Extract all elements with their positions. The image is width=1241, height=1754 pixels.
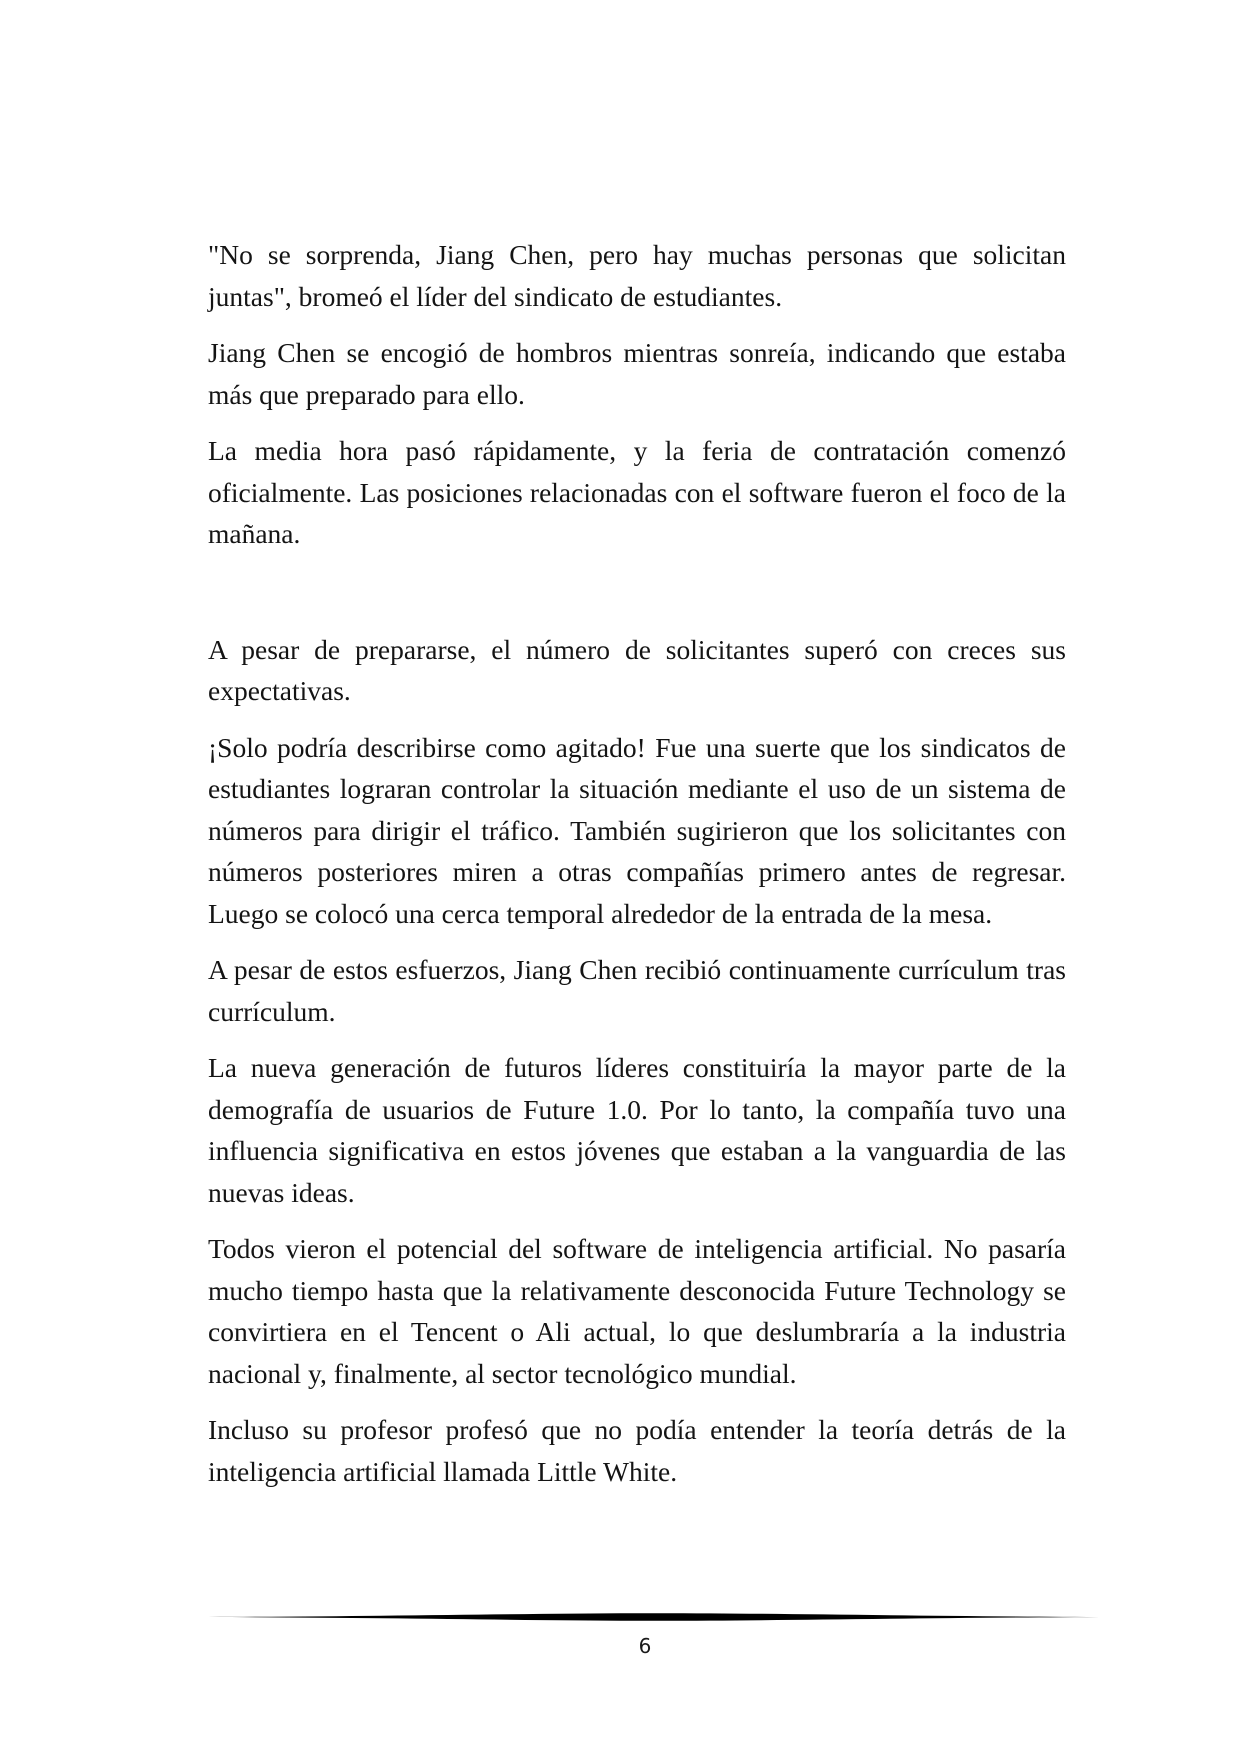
paragraph: ¡Solo podría describirse como agitado! Fue una suerte que los sindicatos de estudiantes lograran controlar la situación mediante el uso de un sistema de números para dirigir el tráfico. También sugirieron que los solicitantes con números posteriores miren a otras compañías primero antes de regresar. Luego se colocó una cerca temporal alrededor de la entrada de la mesa. [208, 731, 1066, 929]
paragraph: Todos vieron el potencial del software de inteligencia artificial. No pasaría mucho tiempo hasta que la relativamente desconocida Future Technology se convirtiera en el Tencent o Ali actual, lo que deslumbraría a la industria nacional y, finalmente, al sector tecnológico mundial. [208, 1233, 1066, 1389]
page-number: 6 [638, 1634, 652, 1658]
paragraph: La media hora pasó rápidamente, y la feria de contratación comenzó oficialmente. Las posiciones relacionadas con el software fueron el foco de la mañana. [208, 435, 1066, 549]
footer-rule [208, 1610, 1112, 1624]
paragraph: Jiang Chen se encogió de hombros mientras sonreía, indicando que estaba más que preparado para ello. [208, 337, 1066, 410]
paragraph: A pesar de prepararse, el número de solicitantes superó con creces sus expectativas. [208, 633, 1066, 706]
paragraph: Incluso su profesor profesó que no podía entender la teoría detrás de la inteligencia artificial llamada Little White. [208, 1414, 1066, 1487]
body-text [208, 234, 1066, 1507]
paragraph: A pesar de estos esfuerzos, Jiang Chen recibió continuamente currículum tras currículum. [208, 954, 1066, 1027]
paragraph: "No se sorprenda, Jiang Chen, pero hay muchas personas que solicitan juntas", bromeó el líder del sindicato de estudiantes. [208, 239, 1066, 312]
paragraph: La nueva generación de futuros líderes constituiría la mayor parte de la demografía de usuarios de Future 1.0. Por lo tanto, la compañía tuvo una influencia significativa en estos jóvenes que estaban a la vanguardia de las nuevas ideas. [208, 1052, 1066, 1208]
